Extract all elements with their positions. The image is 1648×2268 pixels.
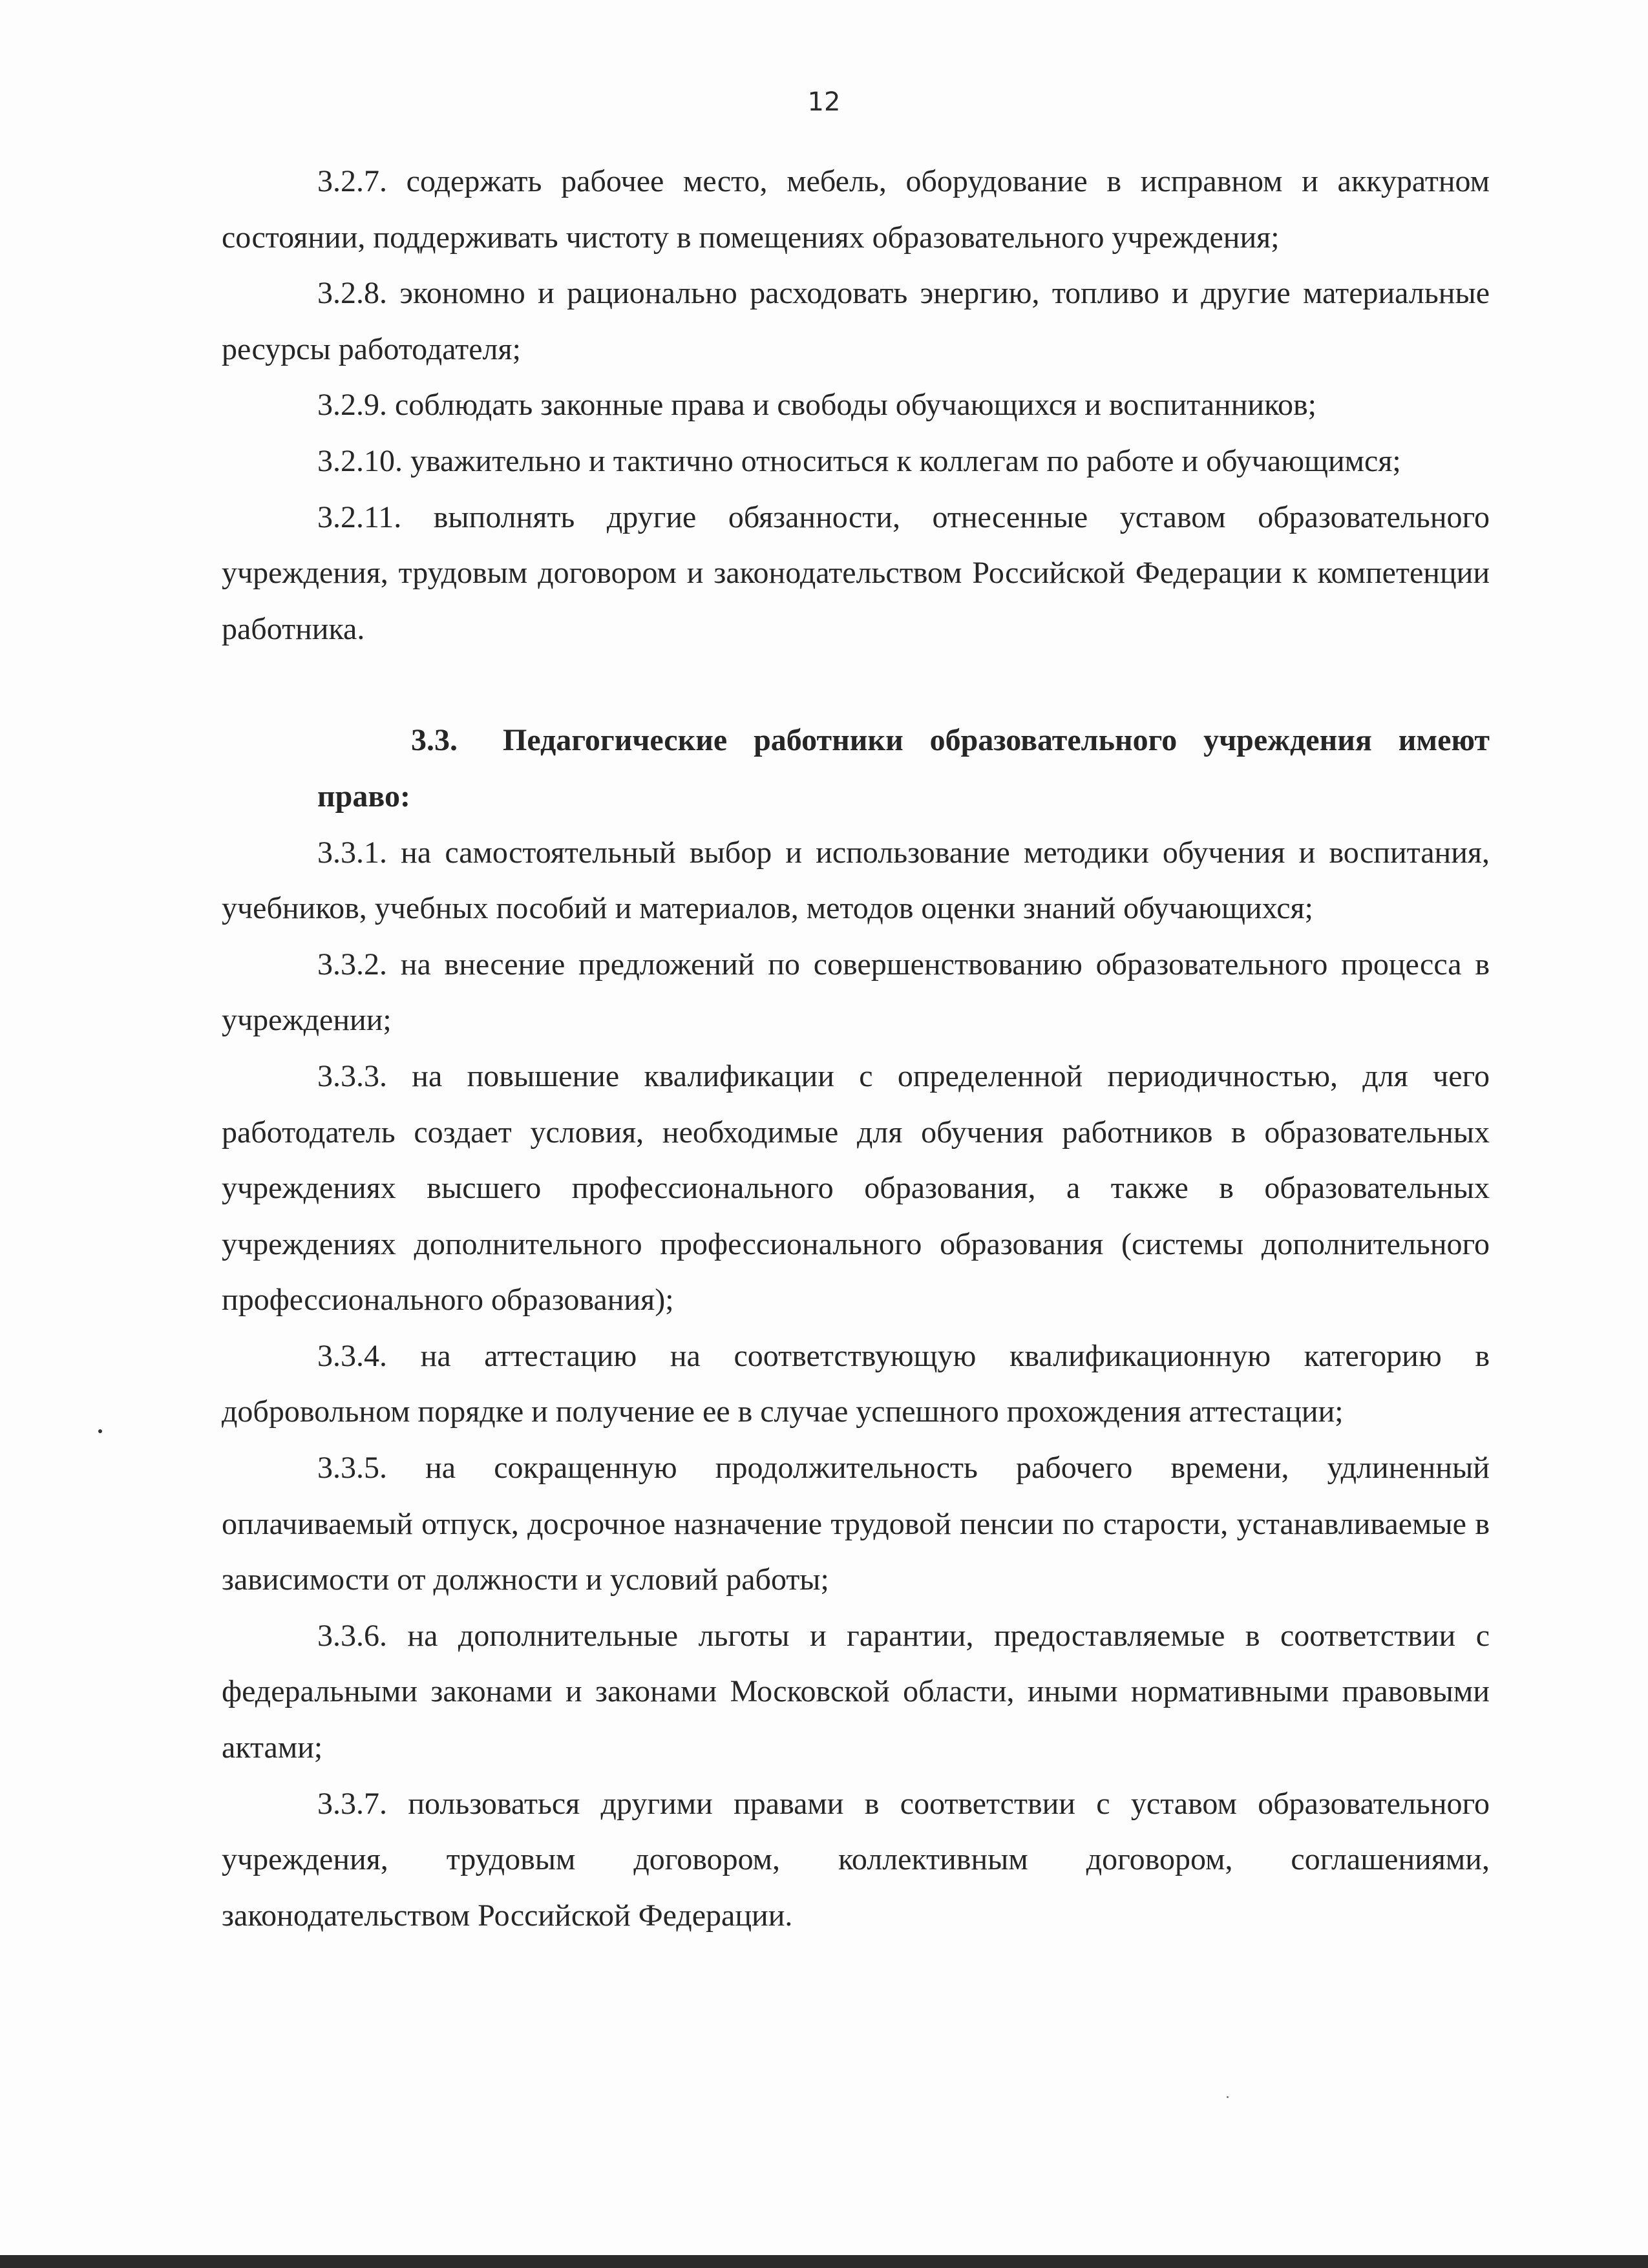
section-number: 3.3. <box>411 723 458 758</box>
paragraph-3-3-5: 3.3.5. на сокращенную продолжительность рабочего времени, удлиненный оплачиваемый отпуск, досрочное назначение трудовой пенсии по старости, устанавливаемые в зависимости от должности и условий работы; <box>222 1451 1490 1597</box>
paragraph-3-3-7: 3.3.7. пользоваться другими правами в соответствии с уставом образовательного учреждения, трудовым договором, коллективным договором, соглашениями, законодательством Российской Федерации. <box>222 1786 1490 1933</box>
paragraph-3-3-3: 3.3.3. на повышение квалификации с определенной периодичностью, для чего работодатель создает условия, необходимые для обучения работников в образовательных учреждениях высшего профессионального образования, а также в образовательных учреждениях дополнительного профессионального образования (системы дополнительного профессионального образования); <box>222 1058 1490 1318</box>
section-heading-3-3 <box>222 713 1490 824</box>
paragraph-3-3-4: 3.3.4. на аттестацию на соответствующую квалификационную категорию в добровольном порядке и получение ее в случае успешного прохождения аттестации; <box>222 1338 1490 1429</box>
scan-speck <box>1227 2096 1229 2098</box>
paragraph-3-2-10: 3.2.10. уважительно и тактично относиться к коллегам по работе и обучающимся; <box>317 443 1401 478</box>
paragraph-3-2-7: 3.2.7. содержать рабочее место, мебель, оборудование в исправном и аккуратном состоянии, поддерживать чистоту в помещениях образовательного учреждения; <box>222 164 1490 255</box>
paragraph-3-2-11: 3.2.11. выполнять другие обязанности, отнесенные уставом образовательного учреждения, трудовым договором и законодательством Российской Федерации к компетенции работника. <box>222 499 1490 646</box>
section-title: Педагогические работники образовательного учреждения имеют право: <box>317 723 1490 814</box>
paragraph-3-3-2: 3.3.2. на внесение предложений по совершенствованию образовательного процесса в учреждении; <box>222 947 1490 1038</box>
page-number: 12 <box>807 87 841 117</box>
paragraph-3-2-9: 3.2.9. соблюдать законные права и свободы обучающихся и воспитанников; <box>317 388 1316 423</box>
paragraph-3-3-6: 3.3.6. на дополнительные льготы и гарантии, предоставляемые в соответствии с федеральными законами и законами Московской области, иными нормативными правовыми актами; <box>222 1618 1490 1765</box>
scan-edge-bar <box>0 2255 1648 2268</box>
scan-speck <box>98 1429 102 1433</box>
paragraph-3-3-1: 3.3.1. на самостоятельный выбор и использование методики обучения и воспитания, учебников, учебных пособий и материалов, методов оценки знаний обучающихся; <box>222 835 1490 926</box>
document-body <box>222 154 1490 1944</box>
paragraph-3-2-8: 3.2.8. экономно и рационально расходовать энергию, топливо и другие материальные ресурсы работодателя; <box>222 276 1490 366</box>
